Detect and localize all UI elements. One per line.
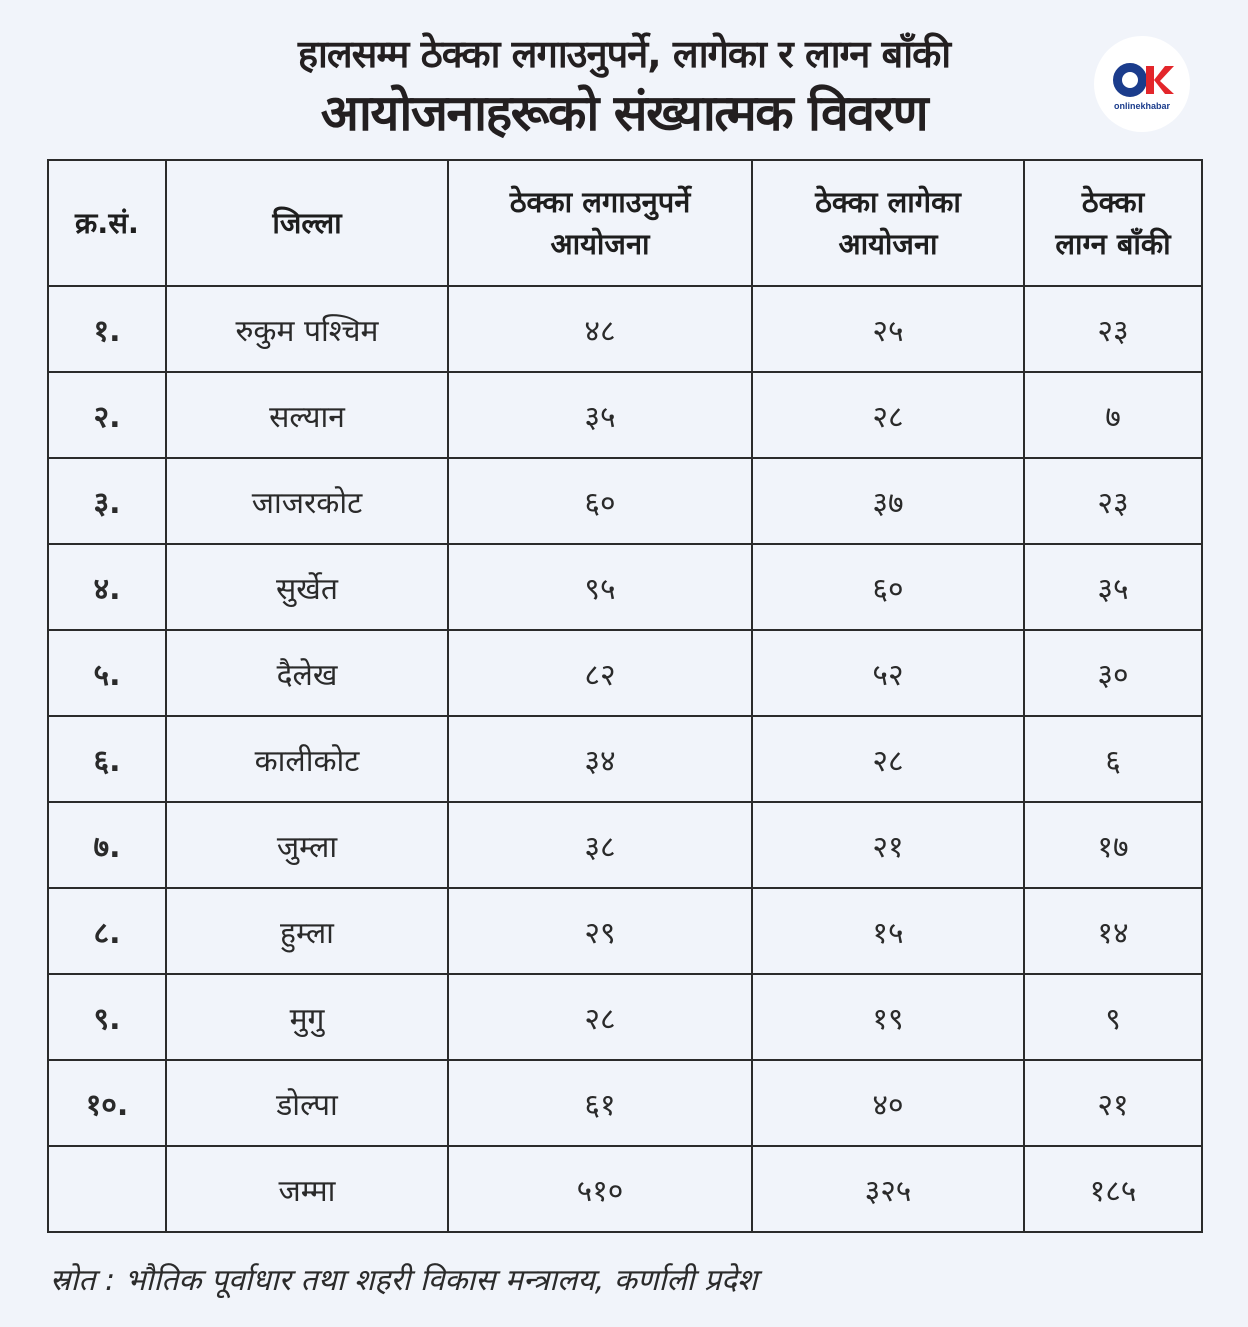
cell-remaining: २३: [1024, 286, 1202, 372]
cell-remaining: ६: [1024, 716, 1202, 802]
cell-serial: २.: [48, 372, 166, 458]
cell-remaining: १७: [1024, 802, 1202, 888]
cell-contracted: २५: [752, 286, 1024, 372]
cell-serial: ५.: [48, 630, 166, 716]
total-row: [48, 1146, 1202, 1232]
total-remaining: १८५: [1024, 1146, 1202, 1232]
table-row: [48, 286, 1202, 372]
cell-district: सल्यान: [166, 372, 448, 458]
total-serial: [48, 1146, 166, 1232]
table-row: [48, 630, 1202, 716]
header-district: जिल्ला: [166, 160, 448, 286]
cell-to-contract: ३५: [448, 372, 752, 458]
cell-remaining: २१: [1024, 1060, 1202, 1146]
cell-remaining: ३०: [1024, 630, 1202, 716]
cell-serial: १.: [48, 286, 166, 372]
cell-serial: ९.: [48, 974, 166, 1060]
header-contracted-line1: ठेक्का लागेका: [815, 185, 961, 219]
cell-district: जाजरकोट: [166, 458, 448, 544]
cell-serial: १०.: [48, 1060, 166, 1146]
cell-contracted: २८: [752, 372, 1024, 458]
total-label: जम्मा: [166, 1146, 448, 1232]
cell-district: मुगु: [166, 974, 448, 1060]
title-line-2: आयोजनाहरूको संख्यात्मक विवरण: [320, 84, 928, 142]
table-row: [48, 888, 1202, 974]
cell-district: हुम्ला: [166, 888, 448, 974]
header-to-contract: [448, 160, 752, 286]
cell-serial: ६.: [48, 716, 166, 802]
cell-district: डोल्पा: [166, 1060, 448, 1146]
cell-contracted: २८: [752, 716, 1024, 802]
cell-contracted: ५२: [752, 630, 1024, 716]
cell-contracted: २१: [752, 802, 1024, 888]
cell-district: रुकुम पश्चिम: [166, 286, 448, 372]
onlinekhabar-logo-icon: [1094, 36, 1190, 132]
cell-to-contract: ६०: [448, 458, 752, 544]
cell-to-contract: २८: [448, 974, 752, 1060]
cell-remaining: ९: [1024, 974, 1202, 1060]
total-to-contract: ५१०: [448, 1146, 752, 1232]
source-note: स्रोत : भौतिक पूर्वाधार तथा शहरी विकास मन्त्रालय, कर्णाली प्रदेश: [50, 1263, 758, 1298]
cell-serial: ८.: [48, 888, 166, 974]
table-header-row: [48, 160, 1202, 286]
logo-k-arms: [1154, 66, 1174, 94]
cell-contracted: ३७: [752, 458, 1024, 544]
header-remaining-line2: लाग्न बाँकी: [1055, 227, 1171, 261]
logo-k-stem: [1146, 66, 1154, 94]
cell-district: कालीकोट: [166, 716, 448, 802]
table-row: [48, 802, 1202, 888]
cell-district: दैलेख: [166, 630, 448, 716]
table-row: [48, 458, 1202, 544]
logo-o-shape: [1118, 68, 1143, 93]
cell-contracted: १५: [752, 888, 1024, 974]
cell-serial: ७.: [48, 802, 166, 888]
cell-to-contract: ८२: [448, 630, 752, 716]
cell-contracted: ४०: [752, 1060, 1024, 1146]
table-row: [48, 372, 1202, 458]
cell-to-contract: २९: [448, 888, 752, 974]
cell-remaining: २३: [1024, 458, 1202, 544]
logo-mark: [1094, 36, 1190, 132]
cell-remaining: ३५: [1024, 544, 1202, 630]
cell-to-contract: ३८: [448, 802, 752, 888]
header-serial: क्र.सं.: [48, 160, 166, 286]
header-remaining-line1: ठेक्का: [1081, 185, 1145, 219]
table-row: [48, 716, 1202, 802]
header-contracted-line2: आयोजना: [838, 227, 938, 261]
cell-remaining: ७: [1024, 372, 1202, 458]
projects-table: [47, 159, 1203, 1233]
cell-to-contract: ९५: [448, 544, 752, 630]
header-remaining: [1024, 160, 1202, 286]
table-row: [48, 1060, 1202, 1146]
cell-to-contract: ६१: [448, 1060, 752, 1146]
cell-to-contract: ३४: [448, 716, 752, 802]
table-body: [48, 286, 1202, 1146]
cell-remaining: १४: [1024, 888, 1202, 974]
cell-contracted: ६०: [752, 544, 1024, 630]
cell-serial: ४.: [48, 544, 166, 630]
header-to-contract-line2: आयोजना: [550, 227, 650, 261]
logo-wordmark: onlinekhabar: [1113, 101, 1171, 111]
table-row: [48, 974, 1202, 1060]
cell-district: सुर्खेत: [166, 544, 448, 630]
cell-contracted: १९: [752, 974, 1024, 1060]
title-line-1: हालसम्म ठेक्का लगाउनुपर्ने, लागेका र लाग्न बाँकी: [297, 32, 951, 76]
cell-to-contract: ४८: [448, 286, 752, 372]
cell-district: जुम्ला: [166, 802, 448, 888]
cell-serial: ३.: [48, 458, 166, 544]
header-contracted: [752, 160, 1024, 286]
table-row: [48, 544, 1202, 630]
total-contracted: ३२५: [752, 1146, 1024, 1232]
header-to-contract-line1: ठेक्का लगाउनुपर्ने: [509, 185, 691, 219]
